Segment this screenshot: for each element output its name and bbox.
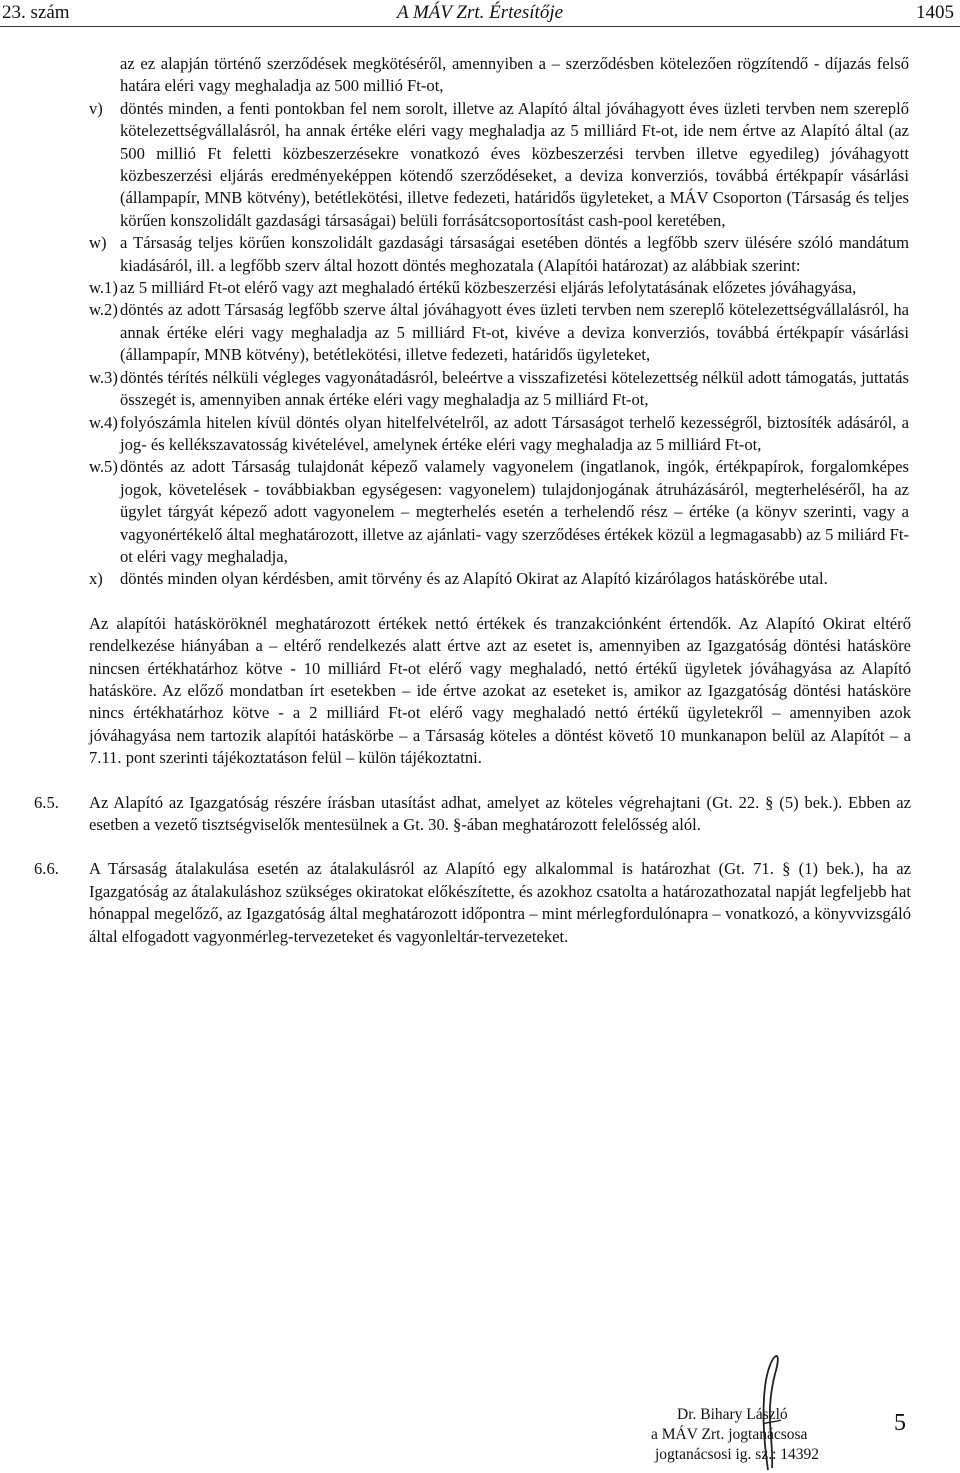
list-item-text: döntés minden, a fenti pontokban fel nem sorolt, illetve az Alapító által jóváhagyott éves üzleti tervben nem szereplő kötelezettségvállalásról, ha annak értéke eléri vagy meghaladja az 5 milliárd Ft-ot, ide nem értve az Alapító által (az 500 millió Ft feletti közbeszerzésekre vonatkozó éves közbeszerzési tervben illetve egyedileg) jóváhagyott közbeszerzési eljárás eredményeképpen kötendő szerződéseket, a deviza konverziós, továbbá értékpapír vásárlási (állampapír, MNB kötvény), betétlekötési, illetve fedezeti, határidős ügyleteket, a MÁV Csoporton (Társaság és teljes körűen konszolidált gazdasági társaságai) belüli forrásátcsoportosítást cash-pool keretében, xyxy=(120,98,909,230)
section-text: A Társaság átalakulása esetén az átalakulásról az Alapító egy alkalommal is határozhat (Gt. 71. § (1) bek.), ha az Igazgatóság az átalakuláshoz szükséges okiratokat előkészítette, és azokhoz csatolta a határozathozatal napját legfeljebb hat hónappal megelőző, az Igazgatóság által meghatározott időpontra – mint mérlegfordulónapra – vonatkozó, a könyvvizsgáló által elfogadott vagyonmérleg-tervezeteket és vagyonleltár-tervezeteket. xyxy=(89,859,911,946)
threshold-paragraph xyxy=(0,613,960,770)
sublist-item-text: döntés térítés nélküli végleges vagyonátadásról, beleértve a visszafizetési kötelezettség nélkül adott támogatás, juttatás összegét is, amennyiben annak értéke eléri vagy meghaladja az 5 milliárd Ft-ot, xyxy=(120,367,909,410)
section-6-6 xyxy=(0,858,960,948)
list-item-w2 xyxy=(0,299,960,366)
list-marker: w) xyxy=(89,233,107,253)
list-marker: x) xyxy=(89,569,103,589)
intro-text: az ez alapján történő szerződések megkötéséről, amennyiben a – szerződésben kötelezően rögzítendő - díjazás felső határa eléri vagy meghaladja az 500 millió Ft-ot, xyxy=(120,54,909,96)
list-marker: v) xyxy=(89,98,103,118)
document-body xyxy=(0,53,960,948)
list-item-text: döntés minden olyan kérdésben, amit törvény és az Alapító Okirat az Alapító kizárólagos hatáskörébe utal. xyxy=(120,569,828,589)
sublist-marker: w.3) xyxy=(89,367,118,387)
section-number: 6.5. xyxy=(34,792,59,812)
publication-title: A MÁV Zrt. Értesítője xyxy=(396,2,564,23)
list-item-w3 xyxy=(0,367,960,412)
section-number: 6.6. xyxy=(34,859,59,879)
header-rule xyxy=(0,26,960,27)
sublist-marker: w.5) xyxy=(89,457,118,477)
section-6-5 xyxy=(0,792,960,837)
signatory-registration: jogtanácsosi ig. sz.: 14392 xyxy=(655,1446,820,1463)
sublist-item-text: az 5 milliárd Ft-ot elérő vagy azt meghaladó értékű közbeszerzési eljárás lefolytatásának előzetes jóváhagyása, xyxy=(120,278,857,298)
section-text: Az Alapító az Igazgatóság részére írásban utasítást adhat, amelyet az köteles végrehajtani (Gt. 22. § (5) bek.). Ebben az esetben a vezető tisztségviselők mentesülnek a Gt. 30. §-ában meghatározott felelősség alól. xyxy=(89,792,911,834)
signatory-title: a MÁV Zrt. jogtanácsosa xyxy=(651,1426,808,1443)
list-item-v xyxy=(0,98,960,232)
sublist-item-text: folyószámla hitelen kívül döntés olyan hitelfelvételről, az adott Társaságot terhelő kezességről, biztosíték adásáról, a jog- és kellékszavatosság kivételével, amelynek értéke eléri vagy meghaladja az 5 milliárd Ft-ot, xyxy=(120,412,909,454)
list-item-w xyxy=(0,232,960,277)
page-number: 5 xyxy=(894,1410,906,1436)
list-item-x xyxy=(0,568,960,590)
list-item-w4 xyxy=(0,412,960,457)
list-item-w1 xyxy=(0,277,960,299)
sublist-item-text: döntés az adott Társaság tulajdonát képező valamely vagyonelem (ingatlanok, ingók, értékpapírok, forgalomképes jogok, követelések - továbbiakban egységesen: vagyonelem) tulajdonjogának átruházásáról, megterheléséről, ha az ügylet tárgyát képező adott vagyonelem – megterhelés esetén a terhelendő rész – értéke (a könyv szerinti, vagy a vagyonértékelő által meghatározott, illetve az ajánlati- vagy szerződéses értékek közül a legmagasabb) az 5 miliárd Ft-ot eléri vagy meghaladja, xyxy=(120,457,909,566)
header-page-number: 1405 xyxy=(916,2,954,23)
sublist-marker: w.1) xyxy=(89,278,118,298)
sublist-item-text: döntés az adott Társaság legfőbb szerve által jóváhagyott éves üzleti tervben nem szereplő kötelezettségvállalásról, ha annak értéke eléri vagy meghaladja az 5 milliárd Ft-ot, kivéve a deviza konverziós, továbbá értékpapír vásárlási (állampapír, MNB kötvény), betétlekötési, illetve fedezeti, határidős ügyleteket, xyxy=(120,300,909,365)
paragraph-text: Az alapítói hatásköröknél meghatározott értékek nettó értékek és tranzakciónként értendők. Az Alapító Okirat eltérő rendelkezése hiányában a – eltérő rendelkezés alatt értve azt az esetet is, amennyiben az Igazgatóság döntési hatásköre nincsen értékhatárhoz kötve - 10 milliárd Ft-ot elérő vagy meghaladó, nettó értékű ügyletek jóváhagyása az Alapító hatásköre. Az előző mondatban írt esetekben – ide értve azokat az eseteket is, amikor az Igazgatóság döntési hatásköre nincs értékhatárhoz kötve - a 2 milliárd Ft-ot elérő vagy meghaladó nettó értékű ügyletekről – amennyiben azok jóváhagyása nem tartozik alapítói hatáskörbe – a Társaság köteles a döntést követő 10 munkanapon belül az Alapítót – a 7.11. pont szerinti tájékoztatáson felül – külön tájékoztatni. xyxy=(89,613,911,768)
page-header xyxy=(0,2,960,26)
sublist-marker: w.2) xyxy=(89,300,118,320)
signatory-name: Dr. Bihary László xyxy=(677,1406,788,1423)
list-item-w5 xyxy=(0,456,960,568)
issue-number: 23. szám xyxy=(2,2,70,23)
sublist-marker: w.4) xyxy=(89,412,118,432)
signature-block xyxy=(651,1405,891,1465)
list-item-text: a Társaság teljes körűen konszolidált gazdasági társaságai esetében döntés a legfőbb szerv ülésére szóló mandátum kiadásáról, ill. a legfőbb szerv által hozott döntés meghozatala (Alapítói határozat) az alábbiak szerint: xyxy=(120,233,909,275)
intro-paragraph xyxy=(0,53,960,98)
